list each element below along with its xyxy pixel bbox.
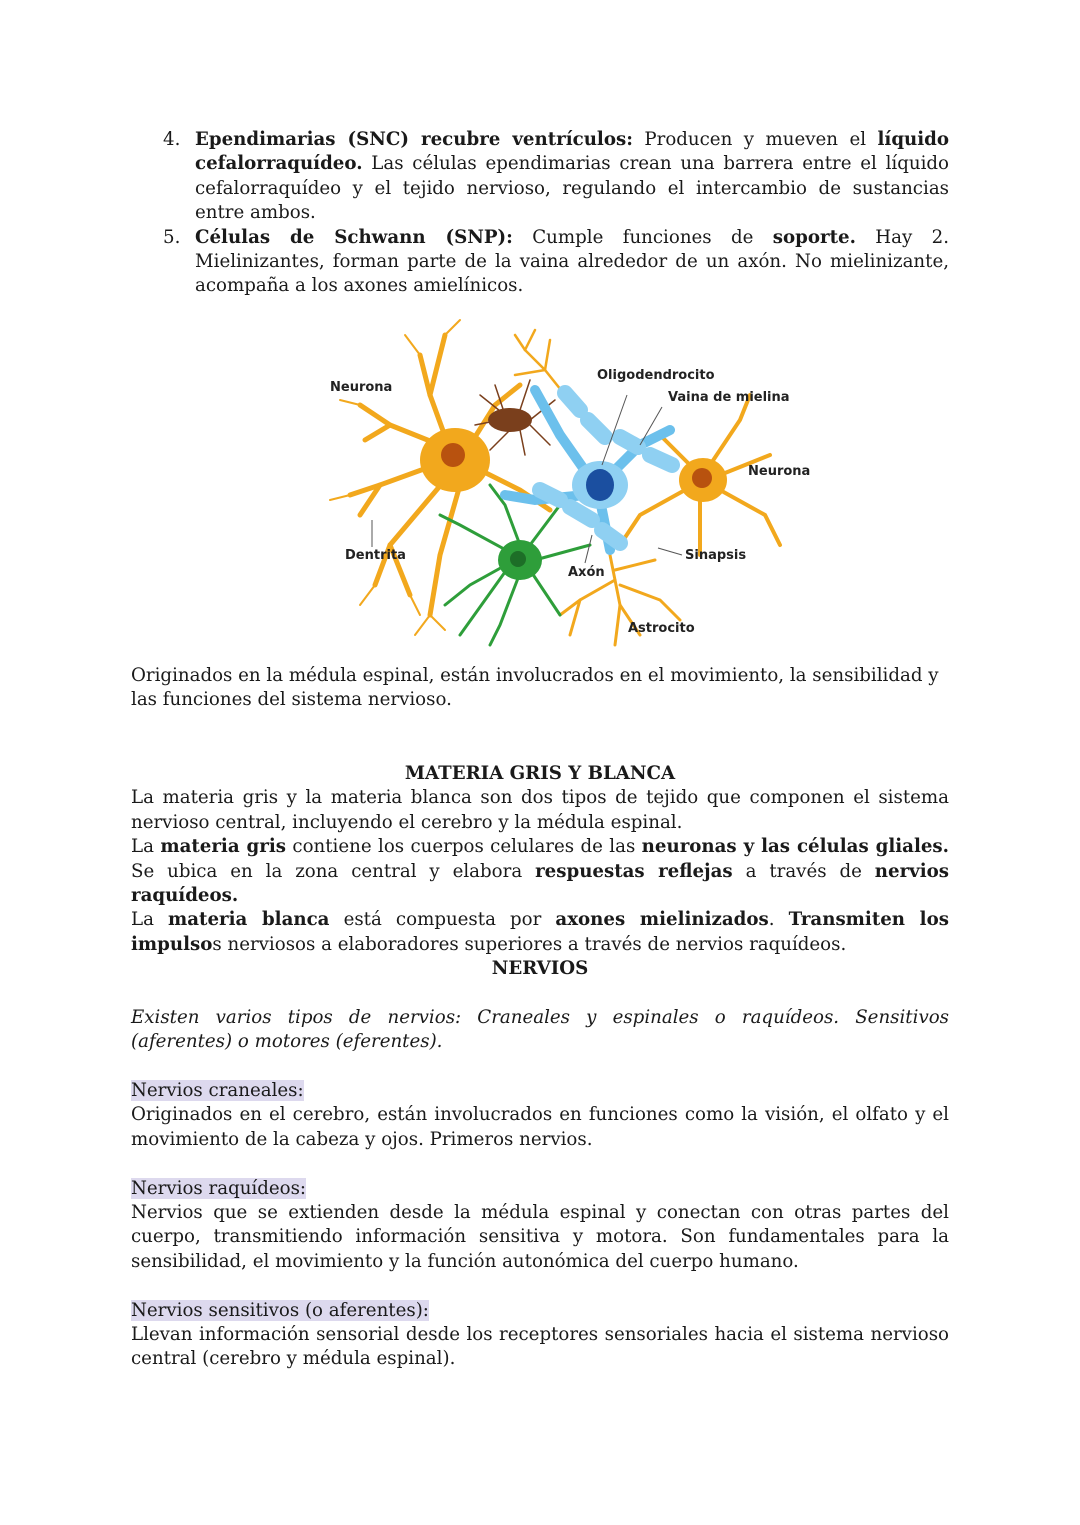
section-heading-nervios: NERVIOS (491, 958, 589, 979)
subheading-craneales: Nervios craneales: (131, 1080, 304, 1101)
list-text: Producen y mueven el (632, 129, 878, 150)
text: a través de (732, 860, 875, 882)
label-sinapsis: Sinapsis (685, 548, 747, 563)
text: Se ubica en la zona central y elabora (131, 860, 536, 882)
term-schwann: Células de Schwann (SNP): (195, 226, 513, 248)
list-item-schwann (131, 226, 949, 299)
term-soporte: soporte. (772, 226, 856, 248)
nervios-raquideos (131, 1177, 949, 1275)
term-neuronas-gliales: neuronas y las células gliales. (641, 836, 950, 858)
term-materia-gris: materia gris (160, 836, 286, 858)
nervios-intro (131, 1006, 949, 1055)
materia-p1: La materia gris y la materia blanca son dos tipos de tejido que componen el sistema nervioso central, incluyendo el cerebro y la médula espinal. (131, 787, 949, 833)
section-heading-materia: MATERIA GRIS Y BLANCA (404, 763, 676, 784)
list-number: 4. (163, 129, 181, 150)
text: s nerviosos a elaboradores superiores a través de nervios raquídeos. (212, 933, 847, 955)
label-astrocito: Astrocito (628, 621, 695, 636)
list-item-ependimarias (131, 128, 949, 226)
raquideos-body: Nervios que se extienden desde la médula espinal y conectan con otras partes del cuerpo, transmitiendo información sensitiva y motora. Son fundamentales para la sensibilidad, el movimiento y la función autonómica del cuerpo humano. (131, 1202, 949, 1272)
label-vaina-de-mielina: Vaina de mielina (668, 390, 790, 405)
sensitivos-body: Llevan información sensorial desde los receptores sensoriales hacia el sistema nervioso central (cerebro y médula espinal). (131, 1324, 949, 1370)
nervios-intro-text: Existen varios tipos de nervios: Craneales y espinales o raquídeos. Sensitivos (aferentes) o motores (eferentes). (131, 1006, 949, 1053)
list-text: Hay 2. Mielinizantes, forman parte de la vaina alrededor de un axón. No mielinizante, acompaña a los axones amielínicos. (195, 226, 949, 297)
label-axon: Axón (568, 565, 605, 580)
text: . (768, 909, 789, 931)
term-axones-mielinizados: axones mielinizados (555, 909, 769, 931)
materia-p2 (131, 835, 949, 908)
craneales-body: Originados en el cerebro, están involucrados en funciones como la visión, el olfato y el movimiento de la cabeza y ojos. Primeros nervios. (131, 1104, 949, 1150)
glia-list (131, 128, 949, 299)
intro-paragraph (131, 664, 949, 713)
text: está compuesta por (329, 909, 556, 931)
term-materia-blanca: materia blanca (168, 909, 330, 931)
list-text: Cumple funciones de (512, 226, 773, 248)
list-number: 5. (163, 226, 181, 248)
label-oligodendrocito: Oligodendrocito (597, 368, 715, 383)
text: La (131, 909, 169, 931)
term-transmiten-impulsos: Transmiten los impulso (131, 909, 949, 955)
term-nervios-raquideos: nervios raquídeos. (131, 860, 950, 907)
label-dentrita: Dentrita (345, 548, 406, 563)
label-neurona-right: Neurona (748, 464, 811, 479)
glia-list-section (131, 128, 949, 299)
term-respuestas-reflejas: respuestas reflejas (535, 860, 733, 882)
materia-section (131, 762, 949, 957)
nervios-section (131, 957, 949, 1372)
subheading-raquideos: Nervios raquídeos: (131, 1177, 307, 1199)
term-liquido: líquido cefalorraquídeo. (195, 129, 950, 175)
text: contiene los cuerpos celulares de las (286, 836, 642, 858)
intro-text: Originados en la médula espinal, están involucrados en el movimiento, la sensibilidad y las funciones del sistema nervioso. (131, 665, 939, 711)
neuron-illustration (320, 315, 800, 655)
subheading-sensitivos: Nervios sensitivos (o aferentes): (131, 1299, 429, 1321)
label-neurona-left: Neurona (330, 380, 393, 395)
nervios-sensitivos (131, 1299, 949, 1372)
text: La (131, 836, 161, 858)
nervios-craneales (131, 1079, 949, 1152)
materia-p3 (131, 908, 949, 957)
list-text: Las células ependimarias crean una barrera entre el líquido cefalorraquídeo y el tejido nervioso, regulando el intercambio de sustancias entre ambos. (195, 153, 949, 224)
term-ependimarias: Ependimarias (SNC) recubre ventrículos: (195, 129, 633, 150)
glial-cells-diagram (320, 315, 811, 655)
